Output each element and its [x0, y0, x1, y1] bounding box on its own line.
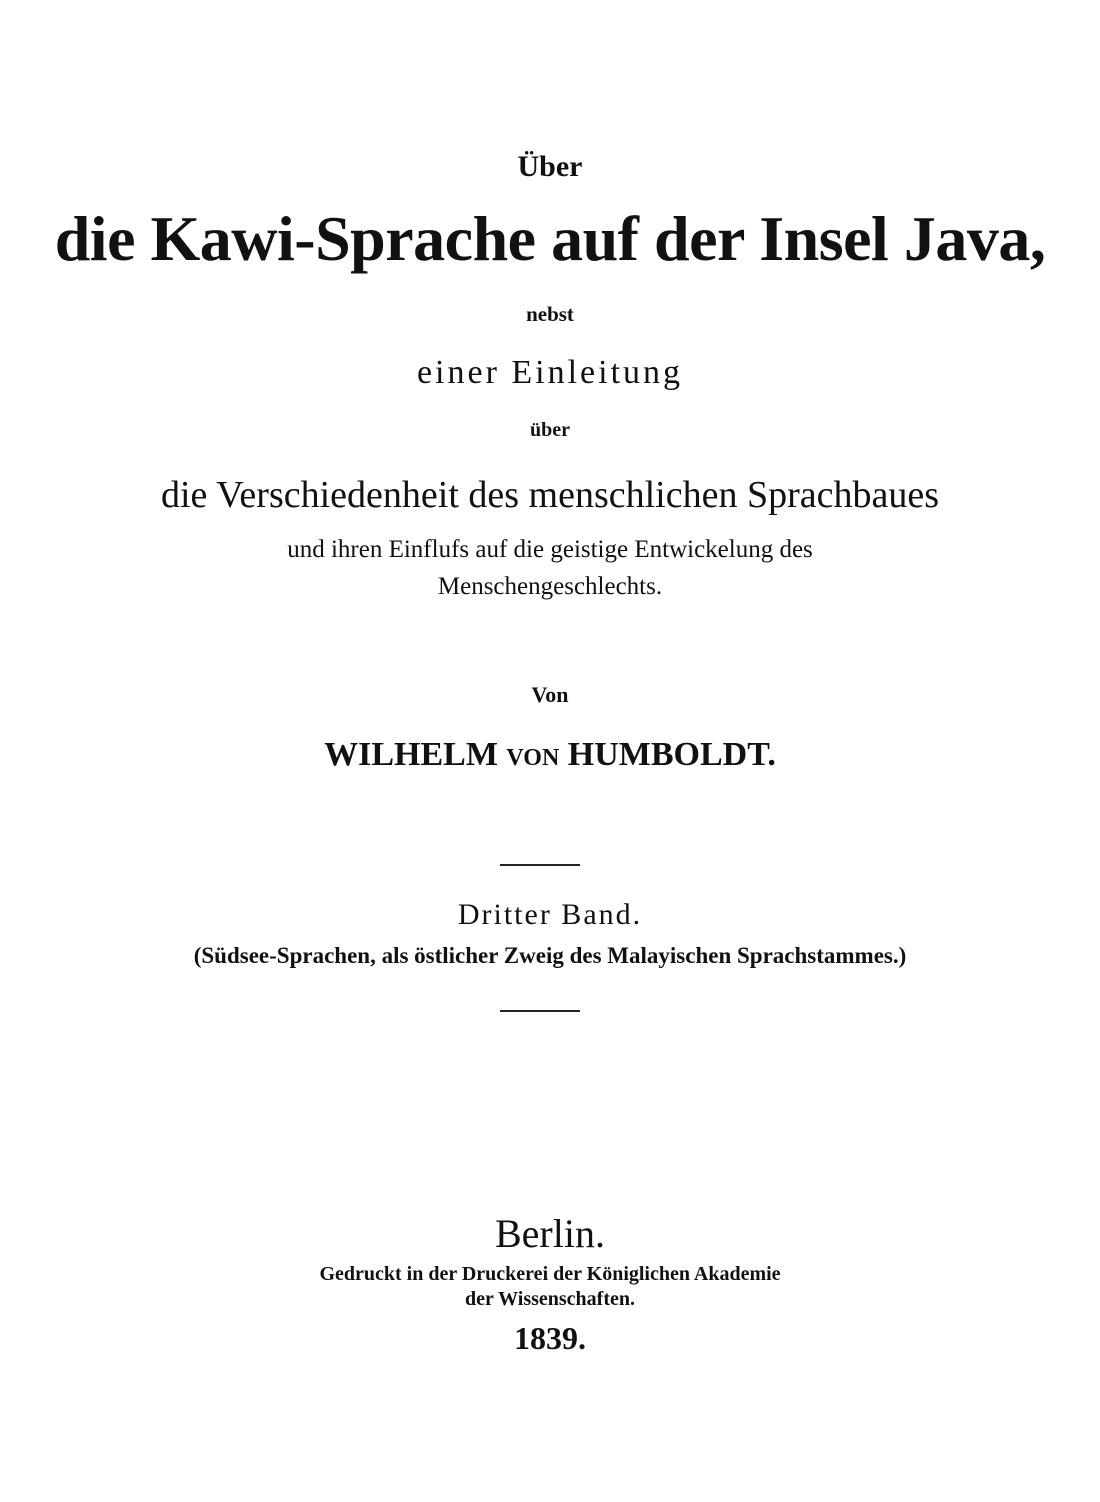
subtitle-line-3: Menschengeschlechts. — [437, 573, 663, 600]
volume-subject: (Südsee-Sprachen, als östlicher Zweig des Malayischen Sprachstammes.) — [193, 943, 907, 968]
conjunction-nebst: nebst — [526, 302, 574, 326]
publication-year: 1839. — [514, 1320, 586, 1356]
printer-line-1: Gedruckt in der Druckerei der Königlichen Akademie — [319, 1263, 781, 1285]
main-title: die Kawi-Sprache auf der Insel Java, — [54, 203, 1046, 274]
preposition-uber: über — [530, 419, 570, 441]
subtitle-line-2: und ihren Einflufs auf die geistige Entwickelung des — [287, 536, 813, 563]
author-first-name: WILHELM — [324, 736, 498, 773]
divider-top — [500, 864, 580, 866]
by-line: Von — [531, 682, 569, 707]
volume-number: Dritter Band. — [457, 898, 643, 931]
introduction-line: einer Einleitung — [416, 354, 684, 391]
preposition-over: Über — [517, 150, 583, 183]
publication-city: Berlin. — [495, 1211, 605, 1256]
author-last-name: HUMBOLDT. — [567, 736, 776, 773]
printer-line-2: der Wissenschaften. — [464, 1288, 636, 1310]
author-particle: VON — [506, 745, 560, 771]
divider-bottom — [500, 1010, 580, 1012]
author-name — [0, 738, 1100, 772]
subtitle: die Verschiedenheit des menschlichen Sprachbaues — [160, 474, 940, 516]
